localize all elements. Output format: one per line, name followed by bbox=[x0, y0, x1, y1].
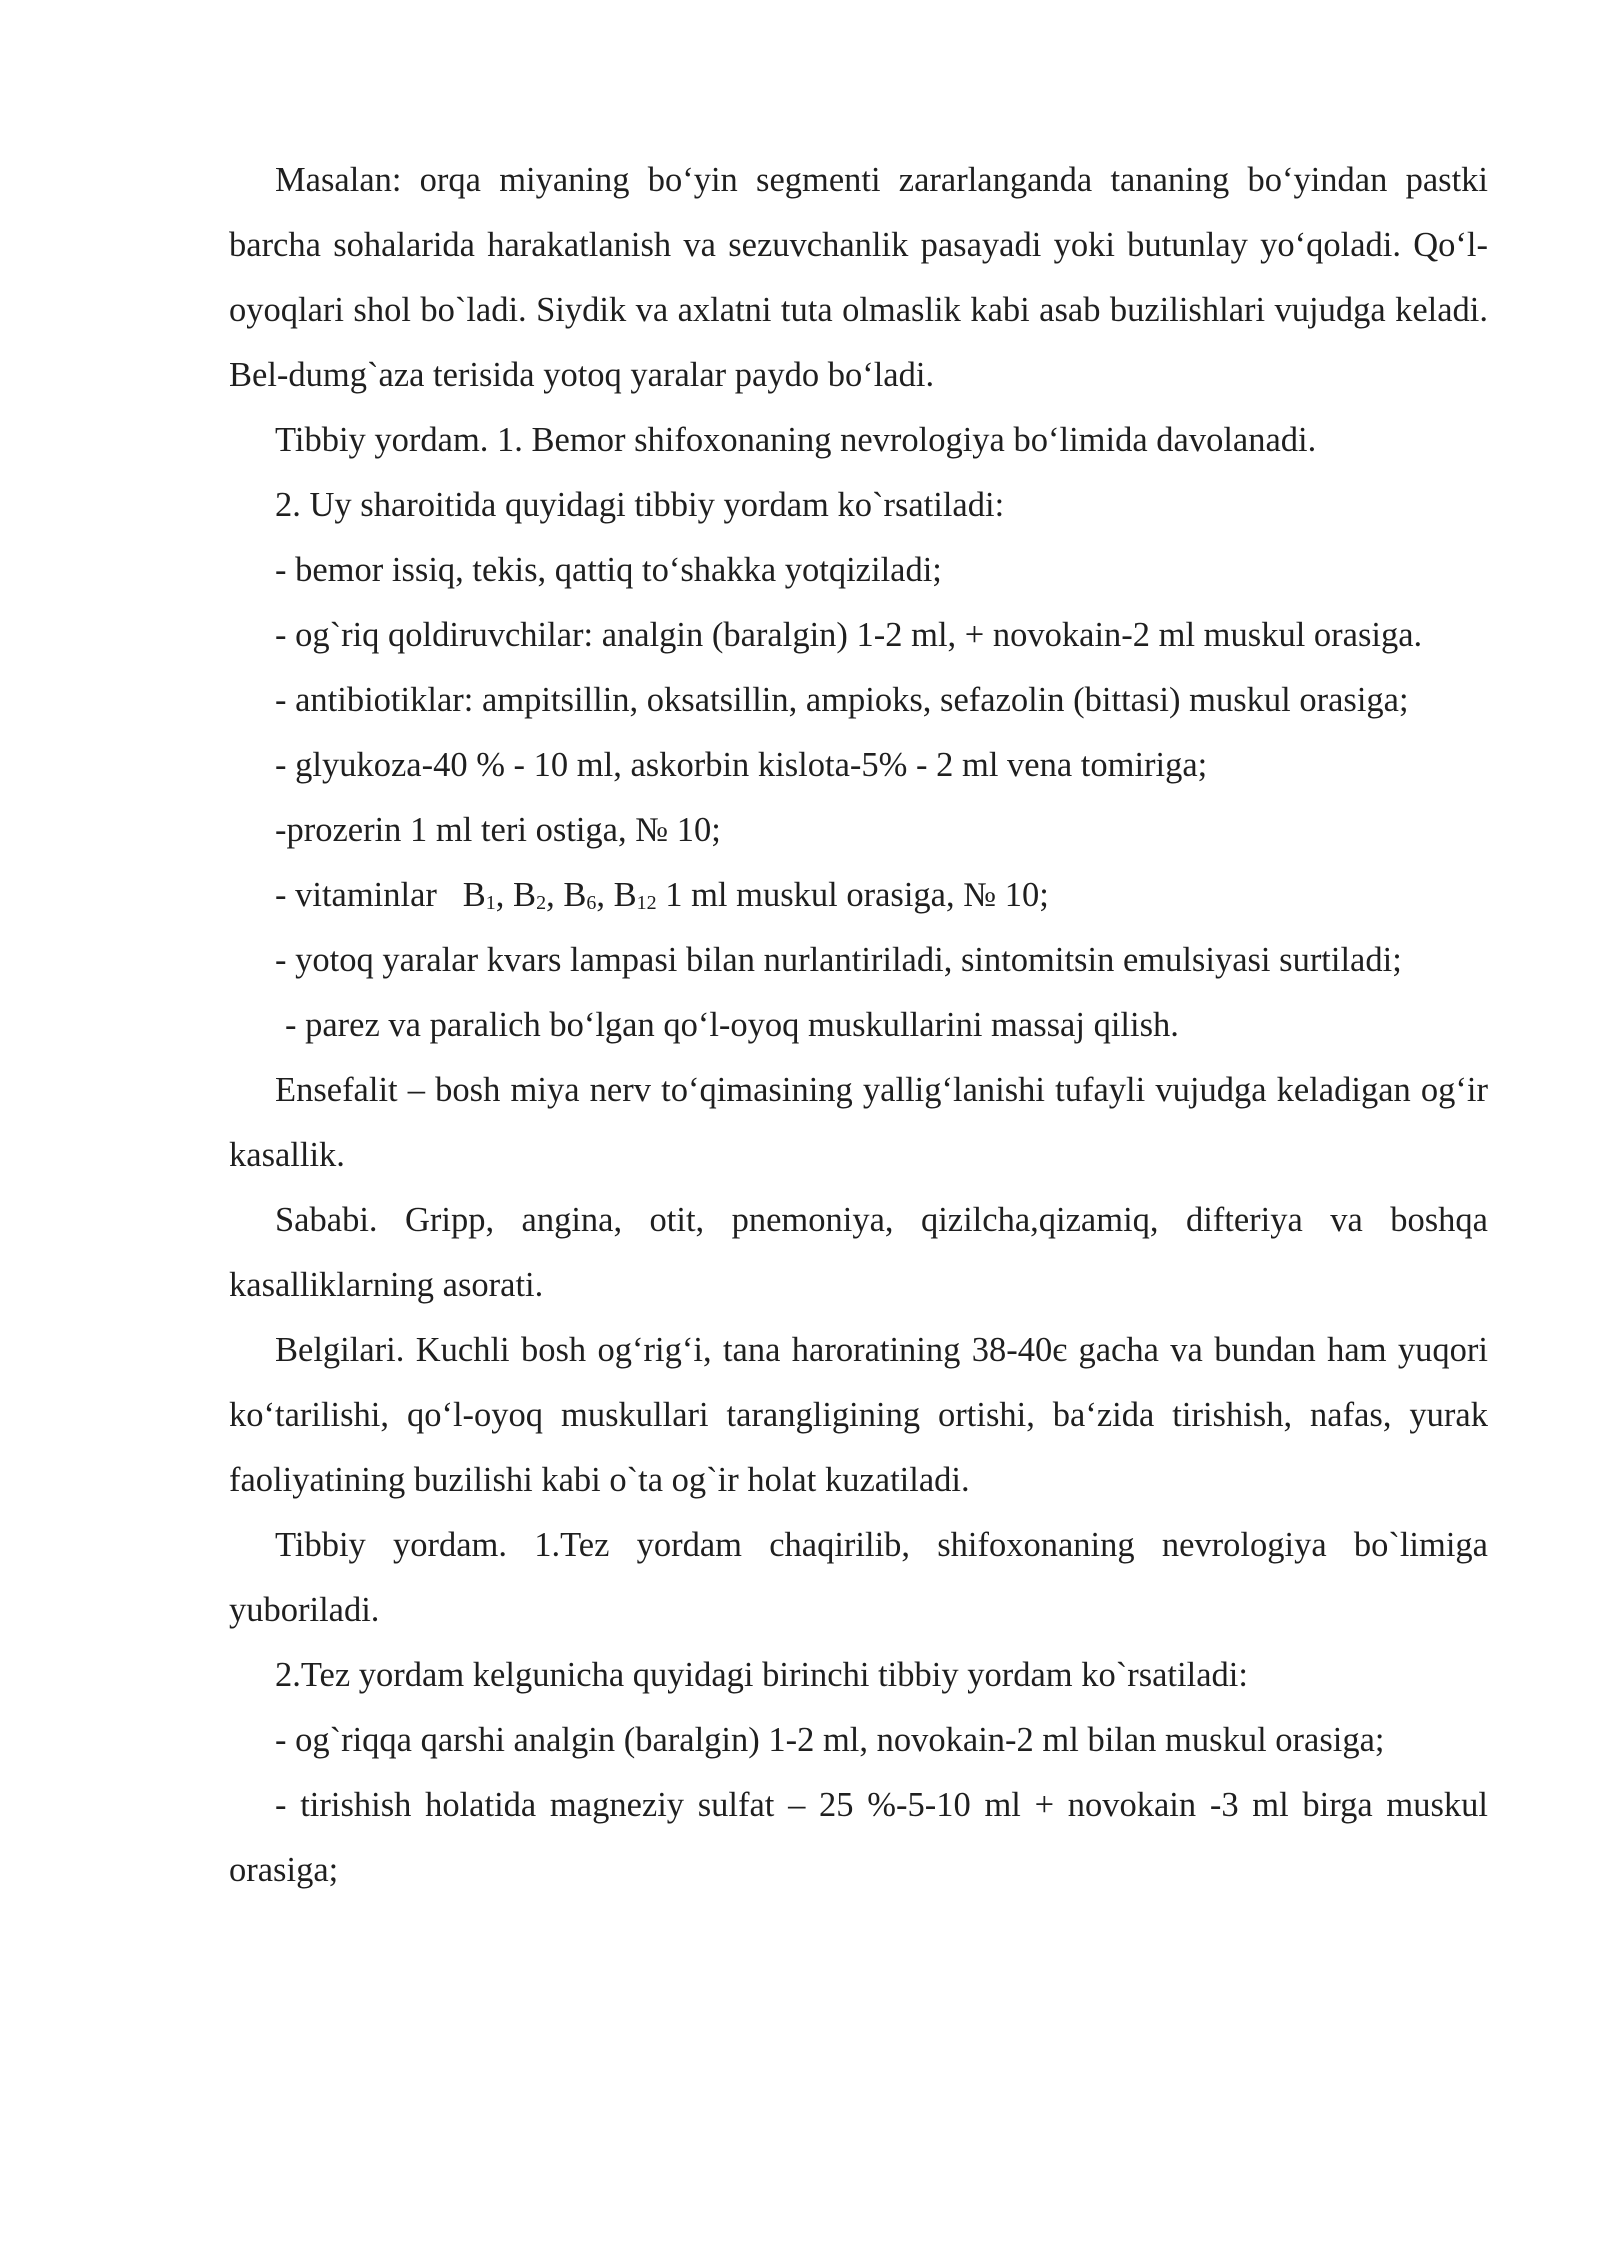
list-item-massage: - parez va paralich bo‘lgan qo‘l-oyoq muskullarini massaj qilish. bbox=[285, 1006, 1179, 1044]
vitamins-prefix: - vitaminlar bbox=[275, 876, 437, 914]
vitamin-sub: 2 bbox=[536, 892, 547, 914]
list-item-bed: - bemor issiq, tekis, qattiq to‘shakka yotqiziladi; bbox=[275, 551, 942, 589]
paragraph-symptoms: Belgilari. Kuchli bosh og‘rig‘i, tana haroratining 38-40є gacha va bundan ham yuqori ko‘tarilishi, qo‘l-oyoq muskullari tarangligining ortishi, ba‘zida tirishish, nafas, yurak faoliyatining buzilishi kabi o`ta og`ir holat kuzatiladi. bbox=[229, 1331, 1488, 1499]
list-item-prozerin: -prozerin 1 ml teri ostiga, № 10; bbox=[275, 811, 721, 849]
paragraph-medical-aid-3: Tibbiy yordam. 1.Tez yordam chaqirilib, shifoxonaning nevrologiya bo`limiga yuboriladi. bbox=[229, 1526, 1488, 1629]
vitamin-b-letter: B bbox=[563, 876, 587, 914]
list-item-glucose: - glyukoza-40 % - 10 ml, askorbin kislota-5% - 2 ml vena tomiriga; bbox=[275, 746, 1208, 784]
list-item-analgin: - og`riqqa qarshi analgin (baralgin) 1-2 ml, novokain-2 ml bilan muskul orasiga; bbox=[275, 1721, 1385, 1759]
vitamin-sub: 6 bbox=[586, 892, 597, 914]
list-item-bedsores: - yotoq yaralar kvars lampasi bilan nurlantiriladi, sintomitsin emulsiyasi surtiladi; bbox=[275, 941, 1402, 979]
vitamin-separator: , bbox=[596, 876, 614, 914]
vitamin-separator: , bbox=[546, 876, 564, 914]
vitamin-b-letter: B bbox=[613, 876, 637, 914]
list-item-vitamins bbox=[229, 863, 1488, 928]
vitamin-b-letter: B bbox=[513, 876, 537, 914]
paragraph-encephalitis: Ensefalit – bosh miya nerv to‘qimasining yallig‘lanishi tufayli vujudga keladigan og‘ir kasallik. bbox=[229, 1071, 1488, 1174]
list-item-painkillers: - og`riq qoldiruvchilar: analgin (baralgin) 1-2 ml, + novokain-2 ml muskul orasiga. bbox=[275, 616, 1423, 654]
list-item-antibiotics: - antibiotiklar: ampitsillin, oksatsillin, ampioks, sefazolin (bittasi) muskul orasiga; bbox=[275, 681, 1409, 719]
paragraph-example: Masalan: orqa miyaning bo‘yin segmenti zararlanganda tananing bo‘yindan pastki barcha sohalarida harakatlanish va sezuvchanlik pasayadi yoki butunlay yo‘qoladi. Qo‘l-oyoqlari shol bo`ladi. Siydik va axlatni tuta olmaslik kabi asab buzilishlari vujudga keladi. Bel-dumg`aza terisida yotoq yaralar paydo bo‘ladi. bbox=[229, 161, 1488, 394]
vitamin-b-letter: B bbox=[462, 876, 486, 914]
paragraph-causes: Sababi. Gripp, angina, otit, pnemoniya, qizilcha,qizamiq, difteriya va boshqa kasalliklarning asorati. bbox=[229, 1201, 1488, 1304]
vitamin-sub: 1 bbox=[485, 892, 496, 914]
document-page bbox=[229, 148, 1488, 1903]
list-item-magnesium: - tirishish holatida magneziy sulfat – 25 %-5-10 ml + novokain -3 ml birga muskul orasiga; bbox=[229, 1786, 1488, 1889]
vitamin-sub: 12 bbox=[636, 892, 657, 914]
paragraph-medical-aid-2: 2. Uy sharoitida quyidagi tibbiy yordam ko`rsatiladi: bbox=[275, 486, 1005, 524]
paragraph-medical-aid-4: 2.Tez yordam kelgunicha quyidagi birinchi tibbiy yordam ko`rsatiladi: bbox=[275, 1656, 1248, 1694]
paragraph-medical-aid-1: Tibbiy yordam. 1. Bemor shifoxonaning nevrologiya bo‘limida davolanadi. bbox=[275, 421, 1317, 459]
vitamin-separator: , bbox=[495, 876, 514, 914]
vitamins-suffix: 1 ml muskul orasiga, № 10; bbox=[656, 876, 1049, 914]
